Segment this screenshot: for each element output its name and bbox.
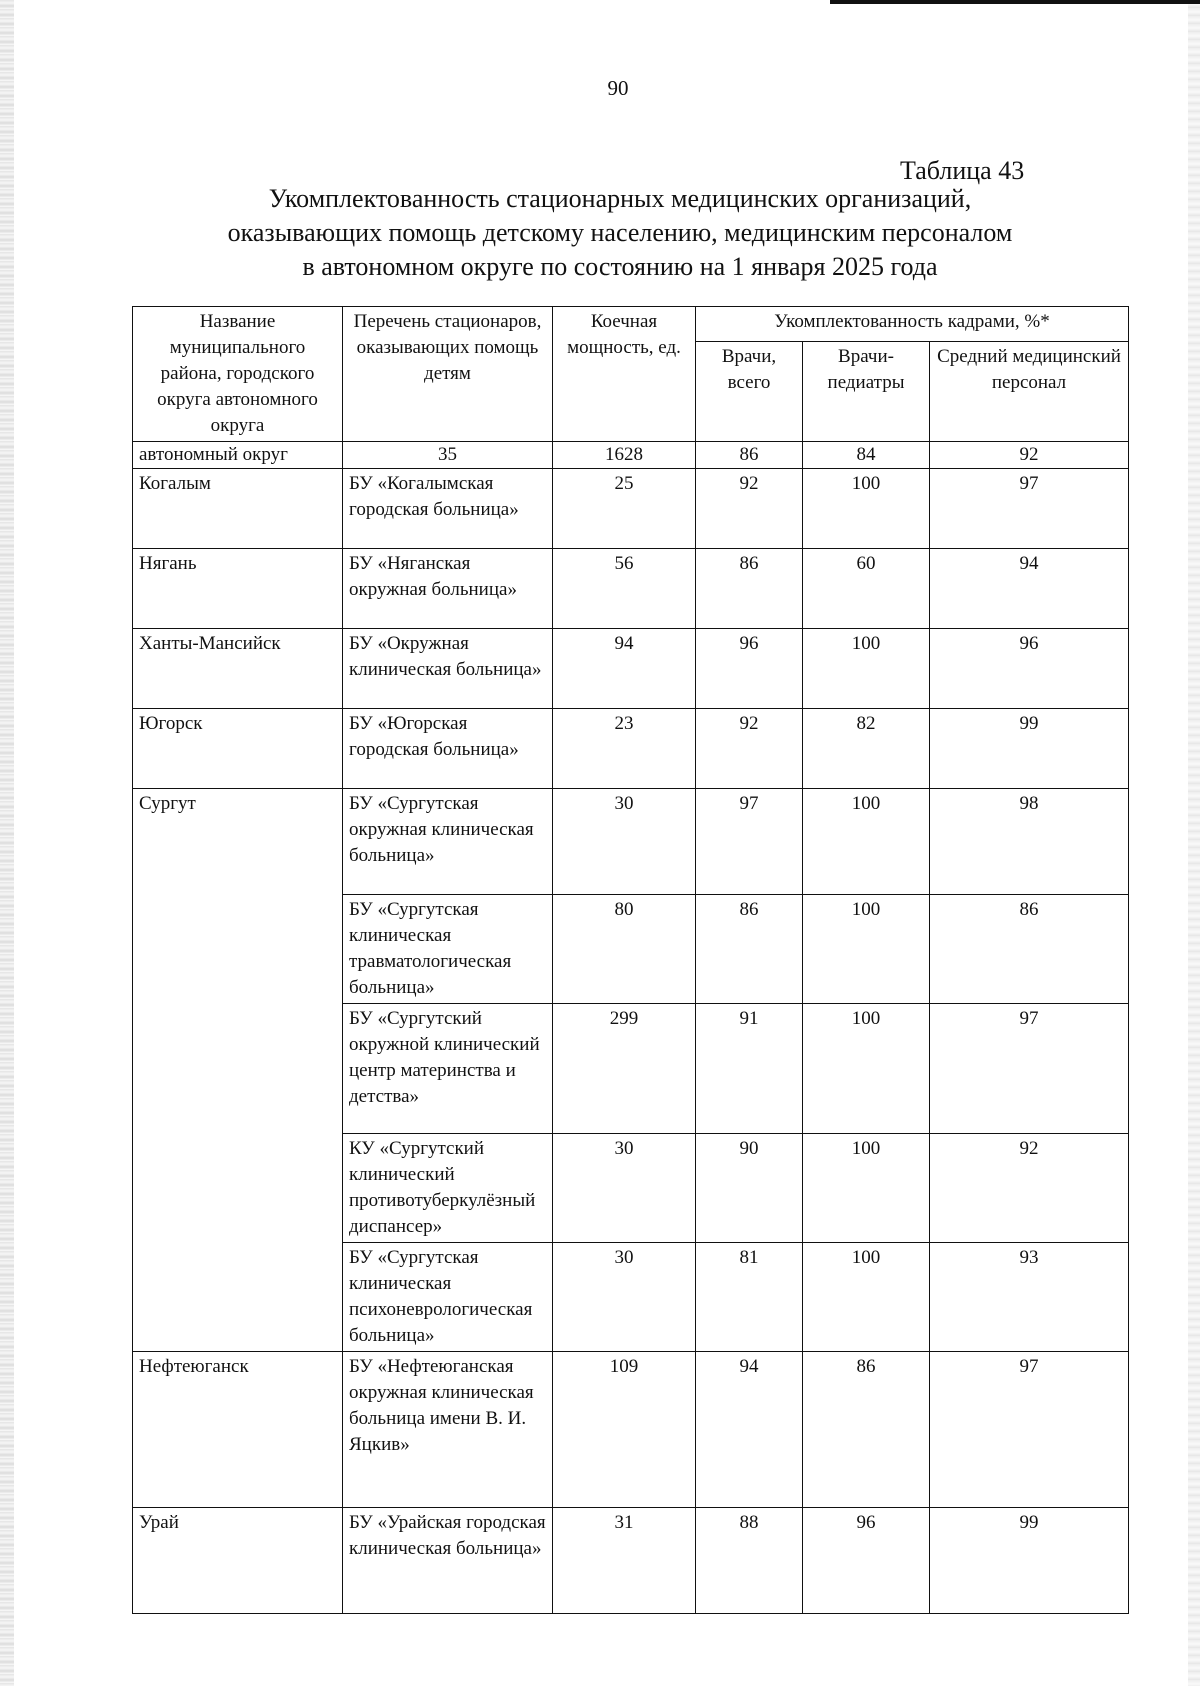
- total-count: 35: [343, 442, 553, 469]
- total-name: автономный округ: [133, 442, 343, 469]
- pediatricians-cell: 82: [803, 709, 930, 789]
- title-line: оказывающих помощь детскому населению, медицинским персоналом: [227, 218, 1013, 247]
- pediatricians-cell: 100: [803, 469, 930, 549]
- hospital-cell: БУ «Нефтеюганская окружная клиническая больница имени В. И. Яцкив»: [343, 1352, 553, 1508]
- beds-cell: 299: [553, 1004, 696, 1134]
- header-beds: Коечная мощность, ед.: [553, 307, 696, 442]
- doctors-cell: 86: [696, 895, 803, 1004]
- doctors-cell: 96: [696, 629, 803, 709]
- pediatricians-cell: 60: [803, 549, 930, 629]
- table-row: [133, 1352, 1129, 1508]
- scan-top-rule: [830, 0, 1200, 4]
- doctors-cell: 97: [696, 789, 803, 895]
- doctors-cell: 92: [696, 709, 803, 789]
- hospital-cell: БУ «Сургутская клиническая травматологическая больница»: [343, 895, 553, 1004]
- hospital-cell: БУ «Няганская окружная больница»: [343, 549, 553, 629]
- nurses-cell: 97: [930, 1352, 1129, 1508]
- title-line: Укомплектованность стационарных медицинских организаций,: [268, 184, 972, 213]
- pediatricians-cell: 100: [803, 1134, 930, 1243]
- total-row: [133, 442, 1129, 469]
- header-nurses: Средний медицинский персонал: [930, 342, 1129, 442]
- district-cell: Нефтеюганск: [133, 1352, 343, 1508]
- district-cell: Урай: [133, 1508, 343, 1614]
- scan-edge-left: [0, 0, 14, 1686]
- table-row: [133, 469, 1129, 549]
- total-doctors: 86: [696, 442, 803, 469]
- district-cell: Сургут: [133, 789, 343, 1352]
- doctors-cell: 90: [696, 1134, 803, 1243]
- nurses-cell: 99: [930, 709, 1129, 789]
- hospital-cell: БУ «Сургутский окружной клинический центр материнства и детства»: [343, 1004, 553, 1134]
- total-pediatricians: 84: [803, 442, 930, 469]
- table-row: [133, 549, 1129, 629]
- beds-cell: 80: [553, 895, 696, 1004]
- table-row: [133, 789, 1129, 895]
- beds-cell: 94: [553, 629, 696, 709]
- district-cell: Нягань: [133, 549, 343, 629]
- header-hospitals: Перечень стационаров, оказывающих помощь детям: [343, 307, 553, 442]
- hospital-cell: КУ «Сургутский клинический противотуберкулёзный диспансер»: [343, 1134, 553, 1243]
- hospital-cell: БУ «Югорская городская больница»: [343, 709, 553, 789]
- pediatricians-cell: 100: [803, 1004, 930, 1134]
- table-row: [133, 629, 1129, 709]
- doctors-cell: 88: [696, 1508, 803, 1614]
- nurses-cell: 97: [930, 1004, 1129, 1134]
- page-number: 90: [607, 76, 629, 100]
- beds-cell: 30: [553, 1243, 696, 1352]
- pediatricians-cell: 86: [803, 1352, 930, 1508]
- table-row: [133, 709, 1129, 789]
- hospital-cell: БУ «Сургутская клиническая психоневрологическая больница»: [343, 1243, 553, 1352]
- total-nurses: 92: [930, 442, 1129, 469]
- pediatricians-cell: 100: [803, 1243, 930, 1352]
- district-cell: Когалым: [133, 469, 343, 549]
- hospital-cell: БУ «Урайская городская клиническая больница»: [343, 1508, 553, 1614]
- nurses-cell: 97: [930, 469, 1129, 549]
- doctors-cell: 91: [696, 1004, 803, 1134]
- hospital-cell: БУ «Окружная клиническая больница»: [343, 629, 553, 709]
- hospital-cell: БУ «Когалымская городская больница»: [343, 469, 553, 549]
- nurses-cell: 99: [930, 1508, 1129, 1614]
- beds-cell: 56: [553, 549, 696, 629]
- beds-cell: 30: [553, 1134, 696, 1243]
- beds-cell: 31: [553, 1508, 696, 1614]
- nurses-cell: 93: [930, 1243, 1129, 1352]
- header-staffing-group: Укомплектованность кадрами, %*: [696, 307, 1129, 342]
- nurses-cell: 86: [930, 895, 1129, 1004]
- table-row: [133, 1508, 1129, 1614]
- doctors-cell: 92: [696, 469, 803, 549]
- beds-cell: 30: [553, 789, 696, 895]
- total-beds: 1628: [553, 442, 696, 469]
- doctors-cell: 81: [696, 1243, 803, 1352]
- beds-cell: 25: [553, 469, 696, 549]
- pediatricians-cell: 100: [803, 789, 930, 895]
- table-title: [140, 182, 1100, 284]
- pediatricians-cell: 100: [803, 895, 930, 1004]
- district-cell: Ханты-Мансийск: [133, 629, 343, 709]
- header-pediatricians: Врачи-педиатры: [803, 342, 930, 442]
- scan-edge-right: [1188, 0, 1200, 1686]
- beds-cell: 109: [553, 1352, 696, 1508]
- header-doctors: Врачи, всего: [696, 342, 803, 442]
- doctors-cell: 94: [696, 1352, 803, 1508]
- header-district: Название муниципального района, городского округа автономного округа: [133, 307, 343, 442]
- table-label: Таблица 43: [900, 156, 1025, 185]
- nurses-cell: 92: [930, 1134, 1129, 1243]
- hospital-cell: БУ «Сургутская окружная клиническая больница»: [343, 789, 553, 895]
- doctors-cell: 86: [696, 549, 803, 629]
- title-line: в автономном округе по состоянию на 1 января 2025 года: [302, 252, 938, 281]
- beds-cell: 23: [553, 709, 696, 789]
- nurses-cell: 94: [930, 549, 1129, 629]
- staffing-table: [132, 306, 1129, 1614]
- nurses-cell: 96: [930, 629, 1129, 709]
- nurses-cell: 98: [930, 789, 1129, 895]
- pediatricians-cell: 96: [803, 1508, 930, 1614]
- pediatricians-cell: 100: [803, 629, 930, 709]
- district-cell: Югорск: [133, 709, 343, 789]
